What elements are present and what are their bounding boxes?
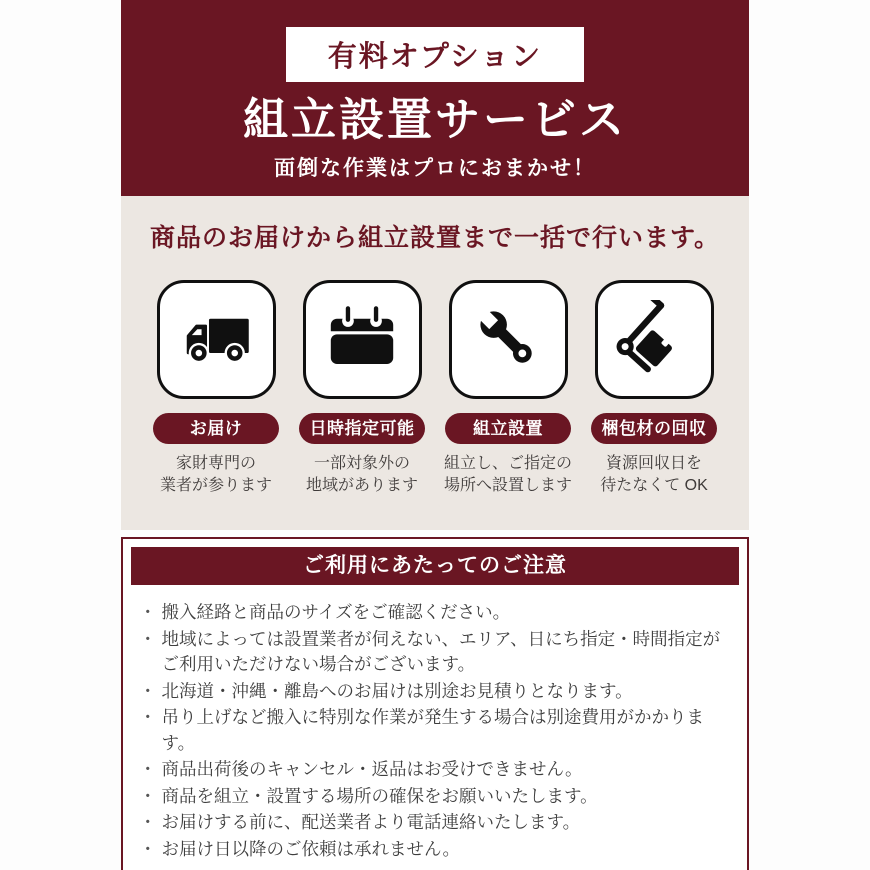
service-desc-schedule: [306, 453, 418, 498]
bullet-dot: ・: [139, 628, 157, 649]
desc-line: 家財専門の: [175, 454, 256, 472]
service-item-schedule: [302, 280, 423, 498]
service-item-delivery: [156, 280, 277, 498]
bullet-dot: ・: [139, 812, 157, 833]
notice-text: 商品出荷後のキャンセル・返品はお受けできません。: [161, 759, 583, 780]
service-label-schedule: 日時指定可能: [299, 413, 425, 444]
notice-text: お届け日以降のご依頼は承れません。: [161, 838, 461, 859]
service-desc-assembly: [444, 453, 572, 498]
notice-item: [139, 810, 735, 836]
bullet-dot: ・: [139, 759, 157, 780]
hero-header: [121, 0, 749, 196]
notice-text: 地域によっては設置業者が伺えない、エリア、日にち指定・時間指定がご利用いただけない場合がございます。: [161, 628, 721, 675]
bullet-dot: ・: [139, 785, 157, 806]
notice-item: [139, 705, 735, 756]
desc-line: 資源回収日を: [605, 454, 702, 472]
notice-text: 吊り上げなど搬入に特別な作業が発生する場合は別途費用がかかります。: [161, 707, 704, 753]
desc-line: 地域があります: [305, 476, 418, 494]
service-label-packaging: 梱包材の回収: [591, 413, 717, 444]
bullet-dot: ・: [139, 602, 157, 622]
calendar-icon: [303, 280, 422, 399]
notice-item: [139, 757, 735, 783]
notice-item: [139, 600, 735, 626]
services-section: [121, 196, 749, 530]
service-label-assembly: 組立設置: [445, 413, 571, 444]
service-cards-row: [121, 280, 749, 498]
desc-line: 一部対象外の: [313, 454, 410, 472]
hand-truck-icon: [595, 280, 714, 399]
wrench-icon: [449, 280, 568, 399]
service-label-delivery: お届け: [153, 413, 279, 444]
notice-heading: ご利用にあたってのご注意: [131, 547, 739, 585]
services-heading: 商品のお届けから組立設置まで一括で行います。: [149, 224, 720, 252]
notice-text: 北海道・沖縄・離島へのお届けは別途お見積りとなります。: [161, 680, 633, 701]
notice-text: 商品を組立・設置する場所の確保をお願いいたします。: [161, 785, 598, 806]
notice-item: [139, 837, 735, 863]
desc-line: 場所へ設置します: [444, 476, 573, 494]
service-desc-delivery: [160, 453, 272, 498]
notice-item: [139, 627, 735, 678]
bullet-dot: ・: [139, 838, 157, 859]
notice-list: [131, 585, 739, 867]
notice-item: [139, 679, 735, 705]
notice-text: お届けする前に、配送業者より電話連絡いたします。: [161, 812, 581, 833]
bullet-dot: ・: [139, 680, 157, 701]
desc-line: 組立し、ご指定の: [444, 454, 573, 472]
page-subtitle: 面倒な作業はプロにおまかせ！: [274, 156, 596, 180]
notice-item: [139, 784, 735, 810]
desc-line: 業者が参ります: [159, 476, 272, 494]
desc-line: 待たなくて OK: [600, 476, 708, 494]
page-title: 組立設置サービス: [242, 94, 627, 145]
service-desc-packaging: [600, 453, 708, 498]
notice-section: [121, 537, 749, 870]
service-item-packaging: [594, 280, 715, 498]
paid-option-badge: 有料オプション: [286, 27, 584, 82]
bullet-dot: ・: [139, 707, 157, 728]
service-item-assembly: [444, 280, 573, 498]
truck-icon: [157, 280, 276, 399]
notice-text: 搬入経路と商品のサイズをご確認ください。: [161, 602, 511, 622]
